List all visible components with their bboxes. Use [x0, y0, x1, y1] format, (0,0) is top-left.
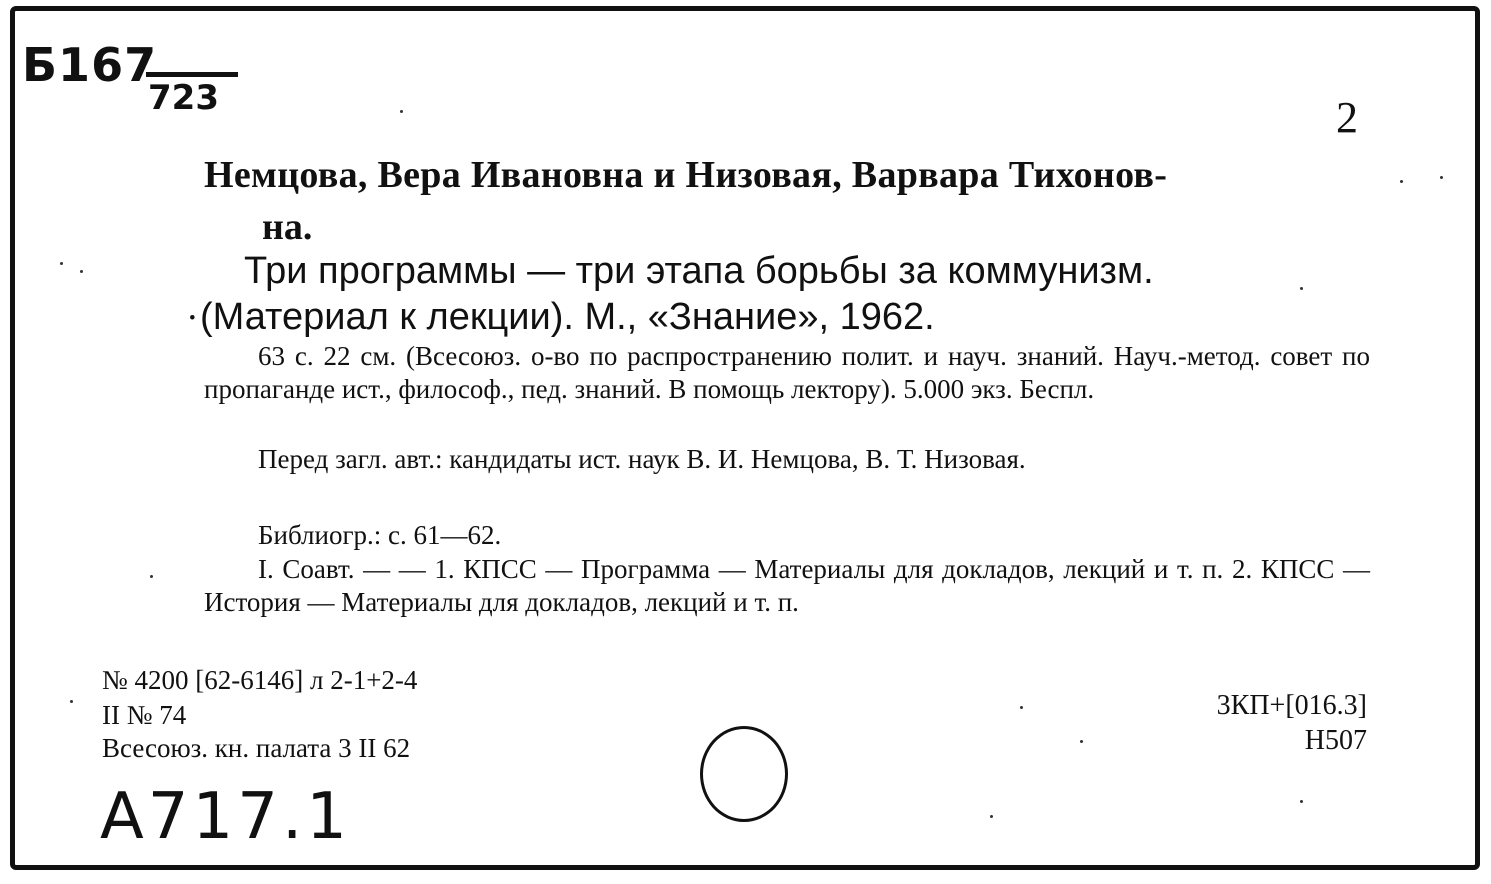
- shelf-mark-divider: [146, 72, 238, 77]
- subject-tracing: [204, 553, 1370, 619]
- order-number: № 4200 [62-6146] л 2-1+2-4: [102, 665, 418, 695]
- speck-mark: [150, 575, 153, 578]
- speck-mark: [80, 270, 83, 273]
- speck-mark: [60, 262, 63, 265]
- author-heading-continuation: на.: [262, 206, 313, 248]
- classification-code: 3КП+[016.3]: [1216, 690, 1367, 721]
- author-note-content: Перед загл. авт.: кандидаты ист. наук В. И. Немцова, В. Т. Низовая.: [258, 444, 1026, 474]
- author-heading: Немцова, Вера Ивановна и Низовая, Варвара Тихонов-: [204, 154, 1168, 196]
- cutter-number: Н507: [1304, 725, 1367, 756]
- speck-mark: [1400, 180, 1403, 183]
- speck-mark: [400, 110, 403, 113]
- card-number: 2: [1336, 93, 1358, 142]
- punch-hole-icon: [700, 726, 788, 822]
- speck-mark: [1020, 706, 1023, 709]
- speck-mark: [1300, 287, 1303, 290]
- issue-number: II № 74: [102, 700, 187, 730]
- speck-mark: [1300, 800, 1303, 803]
- margin-dot: ·: [186, 297, 199, 339]
- author-note: [204, 443, 1370, 476]
- book-chamber-registry: Всесоюз. кн. палата 3 II 62: [102, 733, 411, 763]
- speck-mark: [990, 815, 993, 818]
- speck-mark: [1080, 740, 1083, 743]
- subject-tracing-content: I. Соавт. — — 1. КПСС — Программа — Материалы для докладов, лекций и т. п. 2. КПСС — История — Материалы для докладов, лекций и т. п.: [204, 554, 1370, 617]
- collation-text: [204, 340, 1370, 406]
- speck-mark: [70, 700, 73, 703]
- shelf-mark-bottom: 723: [148, 78, 219, 118]
- collation-content: 63 с. 22 см. (Всесоюз. о-во по распространению полит. и науч. знаний. Науч.-метод. совет по пропаганде ист., философ., пед. знаний. В помощь лектору). 5.000 экз. Беспл.: [204, 341, 1370, 404]
- title-line-1: Три программы — три этапа борьбы за коммунизм.: [244, 250, 1154, 292]
- speck-mark: [1440, 176, 1443, 179]
- inventory-mark: А717.1: [100, 780, 351, 854]
- title-line-2: (Материал к лекции). М., «Знание», 1962.: [200, 296, 935, 338]
- bibliography-note: Библиогр.: с. 61—62.: [258, 520, 502, 550]
- shelf-mark-top: Б167: [22, 38, 158, 92]
